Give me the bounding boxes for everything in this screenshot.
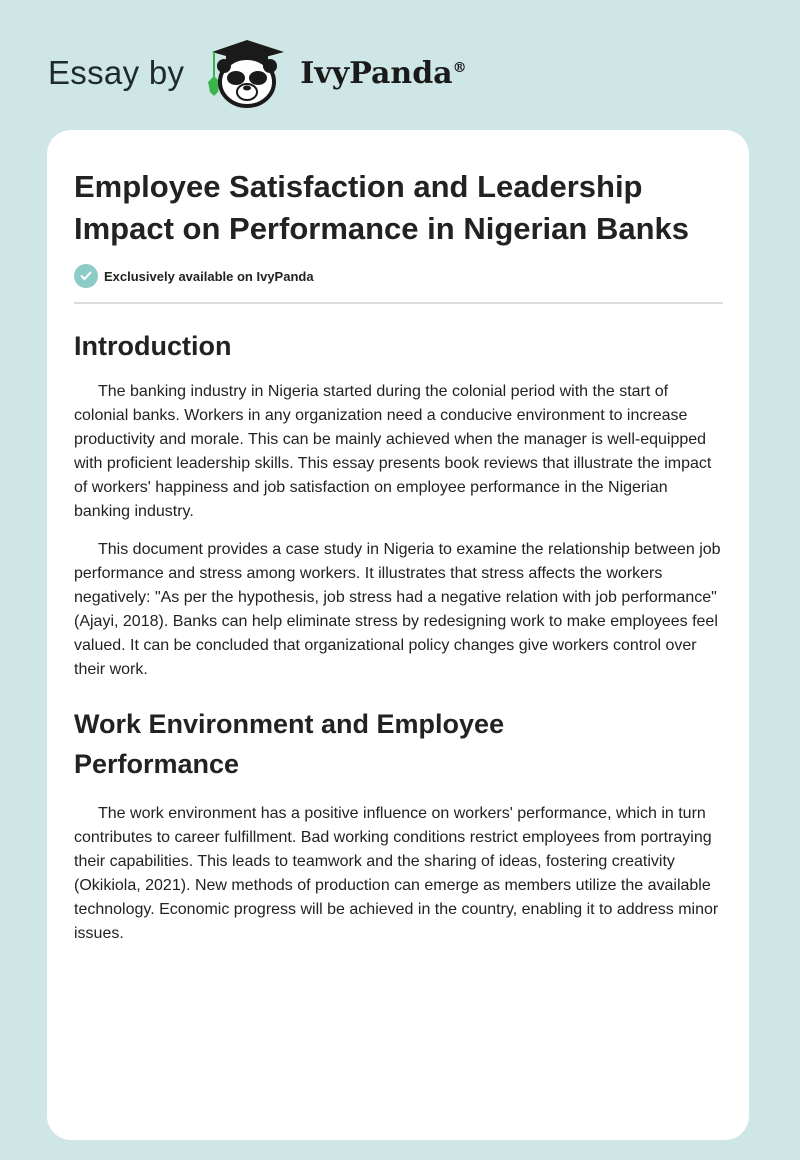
registered-mark: ® xyxy=(452,59,467,76)
check-circle-icon xyxy=(74,264,98,288)
section-heading: Introduction xyxy=(74,331,232,361)
essay-title: Employee Satisfaction and Leadership Impact on Performance in Nigerian Banks xyxy=(74,169,690,246)
site-header xyxy=(48,38,467,108)
badge-text: Exclusively available on IvyPanda xyxy=(104,268,314,284)
paragraph: The banking industry in Nigeria started during the colonial period with the start of colonial banks. Workers in any organization need a conducive environment to increase productivity and morale. This can be mainly achieved when the manager is well-equipped with proficient leadership skills. This essay presents book reviews that illustrate the impact of workers' happiness and job satisfaction on employee performance in the Nigerian banking industry. xyxy=(74,383,712,520)
brand-name[interactable] xyxy=(300,56,466,91)
brand-text: IvyPanda xyxy=(300,55,453,91)
section-heading: Work Environment and Employee Performance xyxy=(74,709,505,779)
paragraph: The work environment has a positive influence on workers' performance, which in turn contributes to career fulfillment. Bad working conditions restrict employees from portraying their capabilities. This leads to teamwork and the sharing of ideas, fostering creativity (Okikiola, 2021). New methods of production can emerge as members utilize the available technology. Economic progress will be achieved in the country, enabling it to address minor issues. xyxy=(74,805,719,942)
essay-by-label: Essay by xyxy=(48,54,185,91)
essay-card xyxy=(47,130,749,1140)
exclusive-badge xyxy=(74,264,723,288)
paragraph: This document provides a case study in Nigeria to examine the relationship between job performance and stress among workers. It illustrates that stress affects the workers negatively: "As per the hypothesis, job stress had a negative relation with job performance" (Ajayi, 2018). Banks can help eliminate stress by redesigning work to make employees feel valued. It can be concluded that organizational policy changes give workers control over their work. xyxy=(74,541,721,678)
divider xyxy=(74,302,723,304)
ivypanda-logo-icon[interactable] xyxy=(204,38,290,108)
